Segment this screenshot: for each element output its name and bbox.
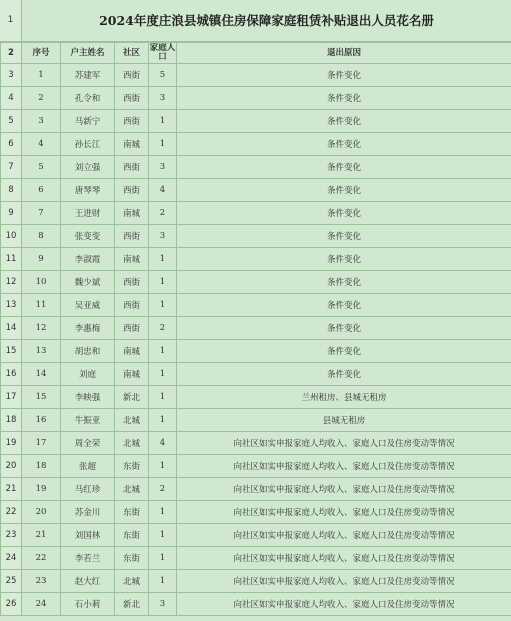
table-row (1, 524, 511, 547)
page-title: 2024年度庄浪县城镇住房保障家庭租赁补贴退出人员花名册 (99, 13, 434, 28)
cell-household-size[interactable]: 1 (149, 386, 177, 409)
cell-household-size[interactable]: 1 (149, 570, 177, 593)
table-row (1, 409, 511, 432)
row-number[interactable]: 11 (1, 248, 22, 271)
cell-community[interactable]: 西街 (115, 156, 149, 179)
cell-name[interactable]: 赵大红 (61, 570, 115, 593)
cell-reason[interactable]: 条件变化 (177, 133, 511, 156)
row-number[interactable]: 10 (1, 225, 22, 248)
cell-serial[interactable]: 23 (22, 570, 61, 593)
cell-household-size[interactable]: 1 (149, 524, 177, 547)
cell-reason[interactable]: 条件变化 (177, 156, 511, 179)
cell-community[interactable]: 北城 (115, 478, 149, 501)
cell-community[interactable]: 西街 (115, 87, 149, 110)
cell-serial[interactable]: 10 (22, 271, 61, 294)
row-number[interactable]: 1 (0, 0, 22, 41)
cell-reason[interactable]: 条件变化 (177, 87, 511, 110)
cell-community[interactable]: 西街 (115, 225, 149, 248)
cell-household-size[interactable]: 5 (149, 64, 177, 87)
cell-community[interactable]: 南城 (115, 248, 149, 271)
cell-name[interactable]: 张超 (61, 455, 115, 478)
row-number[interactable]: 13 (1, 294, 22, 317)
row-number[interactable]: 18 (1, 409, 22, 432)
cell-household-size[interactable]: 3 (149, 225, 177, 248)
row-number[interactable]: 6 (1, 133, 22, 156)
header-row (1, 43, 511, 64)
cell-community[interactable]: 东街 (115, 547, 149, 570)
cell-serial[interactable]: 22 (22, 547, 61, 570)
cell-serial[interactable]: 6 (22, 179, 61, 202)
cell-reason[interactable]: 向社区如实申报家庭人均收入、家庭人口及住房变动等情况 (177, 455, 511, 478)
cell-name[interactable]: 王进财 (61, 202, 115, 225)
cell-community[interactable]: 北城 (115, 432, 149, 455)
cell-community[interactable]: 南城 (115, 133, 149, 156)
cell-household-size[interactable]: 2 (149, 202, 177, 225)
table-row (1, 363, 511, 386)
table-row (1, 110, 511, 133)
cell-reason[interactable]: 条件变化 (177, 179, 511, 202)
row-number[interactable]: 19 (1, 432, 22, 455)
cell-community[interactable]: 东街 (115, 524, 149, 547)
table-row (1, 593, 511, 616)
table-row (1, 271, 511, 294)
cell-reason[interactable]: 向社区如实申报家庭人均收入、家庭人口及住房变动等情况 (177, 478, 511, 501)
cell-serial[interactable]: 8 (22, 225, 61, 248)
cell-reason[interactable]: 县城无租房 (177, 409, 511, 432)
column-header-reason: 退出原因 (177, 43, 511, 64)
table-row (1, 570, 511, 593)
cell-community[interactable]: 新北 (115, 593, 149, 616)
cell-household-size[interactable]: 2 (149, 317, 177, 340)
cell-reason[interactable]: 条件变化 (177, 294, 511, 317)
cell-reason[interactable]: 向社区如实申报家庭人均收入、家庭人口及住房变动等情况 (177, 501, 511, 524)
cell-serial[interactable]: 19 (22, 478, 61, 501)
cell-household-size[interactable]: 2 (149, 478, 177, 501)
cell-serial[interactable]: 3 (22, 110, 61, 133)
table-row (1, 87, 511, 110)
cell-serial[interactable]: 16 (22, 409, 61, 432)
cell-household-size[interactable]: 3 (149, 593, 177, 616)
table-row (1, 294, 511, 317)
table-row (1, 202, 511, 225)
cell-name[interactable]: 刘立强 (61, 156, 115, 179)
cell-name[interactable]: 魏少斌 (61, 271, 115, 294)
row-number[interactable]: 23 (1, 524, 22, 547)
cell-reason[interactable]: 条件变化 (177, 271, 511, 294)
cell-community[interactable]: 东街 (115, 501, 149, 524)
row-number[interactable]: 20 (1, 455, 22, 478)
cell-community[interactable]: 南城 (115, 202, 149, 225)
cell-serial[interactable]: 7 (22, 202, 61, 225)
column-header-name: 户主姓名 (61, 43, 115, 64)
table-row (1, 225, 511, 248)
cell-household-size[interactable]: 1 (149, 547, 177, 570)
cell-community[interactable]: 北城 (115, 570, 149, 593)
row-number[interactable]: 3 (1, 64, 22, 87)
cell-reason[interactable]: 条件变化 (177, 110, 511, 133)
cell-household-size[interactable]: 1 (149, 363, 177, 386)
cell-community[interactable]: 西街 (115, 317, 149, 340)
cell-reason[interactable]: 条件变化 (177, 64, 511, 87)
cell-name[interactable]: 牛振亚 (61, 409, 115, 432)
cell-reason[interactable]: 兰州租房、县城无租房 (177, 386, 511, 409)
row-number[interactable]: 5 (1, 110, 22, 133)
table-row (1, 501, 511, 524)
cell-name[interactable]: 周全荣 (61, 432, 115, 455)
row-number[interactable]: 4 (1, 87, 22, 110)
row-number[interactable]: 15 (1, 340, 22, 363)
cell-serial[interactable]: 9 (22, 248, 61, 271)
table-row (1, 156, 511, 179)
cell-serial[interactable]: 24 (22, 593, 61, 616)
cell-community[interactable]: 北城 (115, 409, 149, 432)
cell-serial[interactable]: 14 (22, 363, 61, 386)
cell-serial[interactable]: 4 (22, 133, 61, 156)
row-number[interactable]: 8 (1, 179, 22, 202)
table-row (1, 432, 511, 455)
cell-serial[interactable]: 13 (22, 340, 61, 363)
cell-serial[interactable]: 12 (22, 317, 61, 340)
cell-name[interactable]: 唐琴琴 (61, 179, 115, 202)
cell-reason[interactable]: 向社区如实申报家庭人均收入、家庭人口及住房变动等情况 (177, 547, 511, 570)
cell-community[interactable]: 西街 (115, 294, 149, 317)
data-table (0, 42, 511, 616)
row-number[interactable]: 21 (1, 478, 22, 501)
cell-household-size[interactable]: 3 (149, 87, 177, 110)
cell-reason[interactable]: 条件变化 (177, 363, 511, 386)
cell-name[interactable]: 李若兰 (61, 547, 115, 570)
cell-household-size[interactable]: 1 (149, 501, 177, 524)
cell-household-size[interactable]: 1 (149, 110, 177, 133)
title-row (0, 0, 511, 42)
cell-household-size[interactable]: 4 (149, 179, 177, 202)
cell-reason[interactable]: 条件变化 (177, 317, 511, 340)
row-number[interactable]: 26 (1, 593, 22, 616)
cell-serial[interactable]: 20 (22, 501, 61, 524)
cell-reason[interactable]: 条件变化 (177, 202, 511, 225)
table-row (1, 317, 511, 340)
cell-name[interactable]: 孔令和 (61, 87, 115, 110)
cell-name[interactable]: 刘庭 (61, 363, 115, 386)
cell-name[interactable]: 马新宁 (61, 110, 115, 133)
cell-household-size[interactable]: 1 (149, 409, 177, 432)
table-row (1, 478, 511, 501)
cell-serial[interactable]: 11 (22, 294, 61, 317)
cell-reason[interactable]: 向社区如实申报家庭人均收入、家庭人口及住房变动等情况 (177, 593, 511, 616)
table-row (1, 64, 511, 87)
cell-name[interactable]: 苏金川 (61, 501, 115, 524)
cell-community[interactable]: 西街 (115, 110, 149, 133)
cell-name[interactable]: 李映强 (61, 386, 115, 409)
row-number[interactable]: 9 (1, 202, 22, 225)
row-number[interactable]: 17 (1, 386, 22, 409)
cell-serial[interactable]: 2 (22, 87, 61, 110)
table-row (1, 340, 511, 363)
cell-name[interactable]: 孙长江 (61, 133, 115, 156)
cell-community[interactable]: 西街 (115, 64, 149, 87)
cell-serial[interactable]: 17 (22, 432, 61, 455)
row-number[interactable]: 14 (1, 317, 22, 340)
cell-serial[interactable]: 18 (22, 455, 61, 478)
table-row (1, 455, 511, 478)
cell-reason[interactable]: 向社区如实申报家庭人均收入、家庭人口及住房变动等情况 (177, 524, 511, 547)
row-number[interactable]: 12 (1, 271, 22, 294)
table-row (1, 179, 511, 202)
column-header-serial: 序号 (22, 43, 61, 64)
cell-reason[interactable]: 向社区如实申报家庭人均收入、家庭人口及住房变动等情况 (177, 432, 511, 455)
table-row (1, 248, 511, 271)
cell-community[interactable]: 南城 (115, 340, 149, 363)
cell-community[interactable]: 南城 (115, 363, 149, 386)
row-number[interactable]: 16 (1, 363, 22, 386)
cell-serial[interactable]: 21 (22, 524, 61, 547)
cell-community[interactable]: 西街 (115, 179, 149, 202)
row-number[interactable]: 2 (1, 43, 22, 64)
row-number[interactable]: 22 (1, 501, 22, 524)
cell-household-size[interactable]: 1 (149, 455, 177, 478)
cell-serial[interactable]: 1 (22, 64, 61, 87)
cell-name[interactable]: 胡忠和 (61, 340, 115, 363)
cell-household-size[interactable]: 1 (149, 248, 177, 271)
cell-community[interactable]: 新北 (115, 386, 149, 409)
cell-serial[interactable]: 5 (22, 156, 61, 179)
table-row (1, 133, 511, 156)
cell-name[interactable]: 吴亚威 (61, 294, 115, 317)
table-row (1, 386, 511, 409)
cell-name[interactable]: 刘国林 (61, 524, 115, 547)
cell-household-size[interactable]: 3 (149, 156, 177, 179)
row-number[interactable]: 24 (1, 547, 22, 570)
cell-community[interactable]: 东街 (115, 455, 149, 478)
cell-name[interactable]: 张变变 (61, 225, 115, 248)
cell-reason[interactable]: 向社区如实申报家庭人均收入、家庭人口及住房变动等情况 (177, 570, 511, 593)
cell-household-size[interactable]: 1 (149, 133, 177, 156)
cell-name[interactable]: 李惠梅 (61, 317, 115, 340)
table-row (1, 547, 511, 570)
column-header-community: 社区 (115, 43, 149, 64)
cell-community[interactable]: 西街 (115, 271, 149, 294)
cell-reason[interactable]: 条件变化 (177, 340, 511, 363)
cell-name[interactable]: 石小莉 (61, 593, 115, 616)
cell-household-size[interactable]: 1 (149, 271, 177, 294)
cell-reason[interactable]: 条件变化 (177, 225, 511, 248)
cell-name[interactable]: 李淑霞 (61, 248, 115, 271)
row-number[interactable]: 25 (1, 570, 22, 593)
cell-reason[interactable]: 条件变化 (177, 248, 511, 271)
cell-name[interactable]: 苏建军 (61, 64, 115, 87)
cell-household-size[interactable]: 4 (149, 432, 177, 455)
cell-household-size[interactable]: 1 (149, 294, 177, 317)
cell-serial[interactable]: 15 (22, 386, 61, 409)
cell-household-size[interactable]: 1 (149, 340, 177, 363)
column-header-household-size: 家庭人口 (149, 43, 176, 62)
row-number[interactable]: 7 (1, 156, 22, 179)
cell-name[interactable]: 马红珍 (61, 478, 115, 501)
